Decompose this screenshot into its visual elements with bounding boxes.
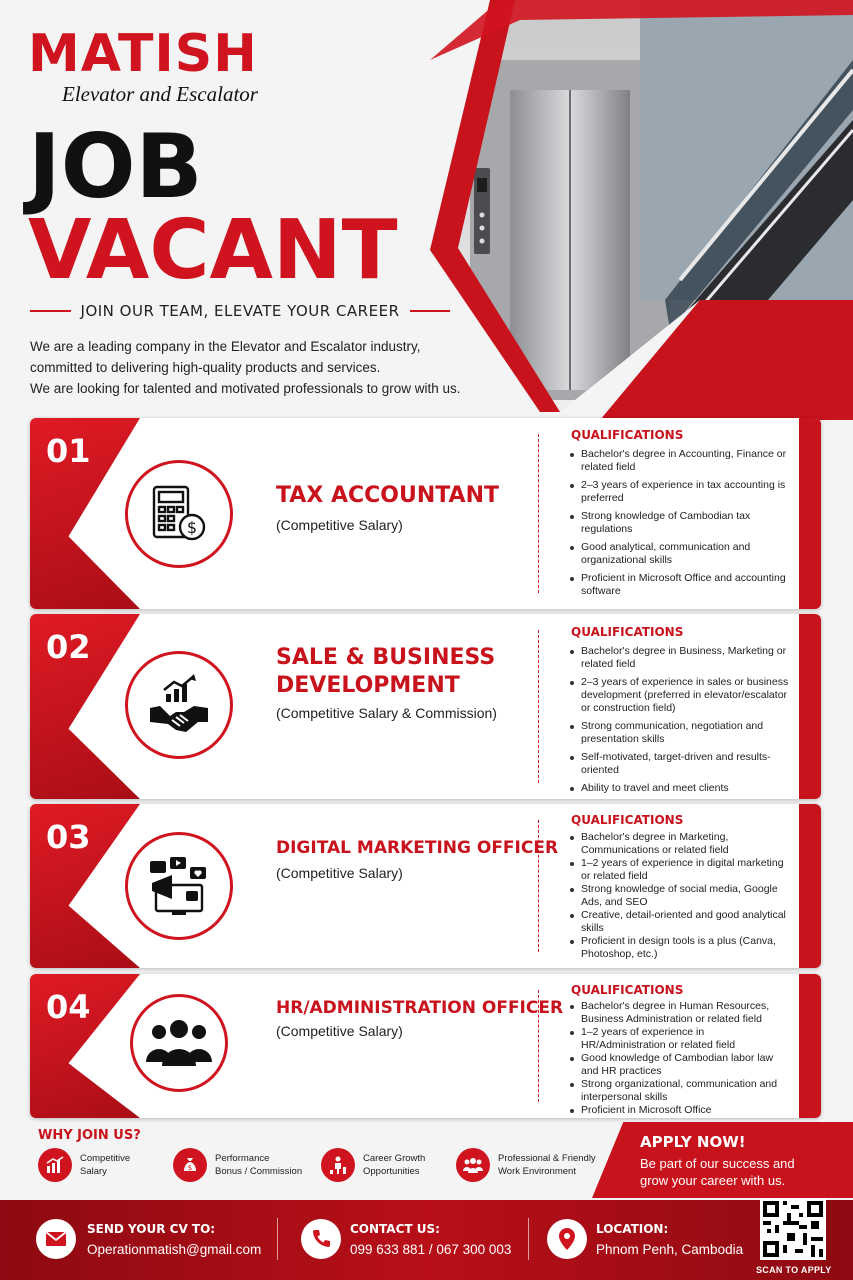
benefit-performance-bonus — [173, 1148, 302, 1182]
apply-now-text — [640, 1155, 795, 1189]
job-number: 02 — [46, 628, 91, 666]
job-title: DIGITAL MARKETING OFFICER — [276, 838, 559, 858]
qualification-item: Creative, detail-oriented and good analytical skills — [581, 909, 791, 935]
job-icon-circle — [125, 460, 233, 568]
job-number: 04 — [46, 988, 91, 1026]
handshake-growth-icon — [146, 672, 212, 738]
qualification-item: Good knowledge of Cambodian labor law and HR practices — [581, 1052, 791, 1078]
qualification-item: Bachelor's degree in Business, Marketing or related field — [581, 645, 791, 671]
email-link[interactable]: Operationmatish@gmail.com — [87, 1242, 262, 1257]
job-icon-circle — [125, 832, 233, 940]
qualification-item: Strong knowledge of social media, Google Ads, and SEO — [581, 883, 791, 909]
card-divider — [538, 990, 539, 1102]
card-divider — [538, 630, 539, 783]
company-tagline: Elevator and Escalator — [62, 82, 258, 106]
job-number: 01 — [46, 432, 91, 470]
money-bag-icon — [173, 1148, 207, 1182]
group-icon — [456, 1148, 490, 1182]
job-salary: (Competitive Salary) — [276, 1023, 403, 1039]
card-divider — [538, 434, 539, 593]
benefit-text — [363, 1152, 425, 1178]
job-salary: (Competitive Salary) — [276, 865, 403, 881]
qualification-item: Ability to travel and meet clients — [581, 782, 791, 795]
scan-to-apply-label: SCAN TO APPLY — [756, 1265, 832, 1275]
card-red-edge — [799, 614, 821, 799]
benefit-line: Bonus / Commission — [215, 1166, 303, 1177]
job-title: TAX ACCOUNTANT — [276, 483, 499, 508]
slogan-line-right — [410, 310, 451, 312]
benefit-line: Career Growth — [363, 1153, 426, 1164]
qualification-item: 1–2 years of experience in digital marketing or related field — [581, 857, 791, 883]
benefit-line: Professional & Friendly — [498, 1153, 596, 1164]
benefit-line: Performance — [215, 1153, 270, 1164]
benefit-line: Competitive — [80, 1153, 131, 1164]
job-card-digital-marketing-officer[interactable] — [30, 804, 821, 968]
benefit-line: Opportunities — [363, 1166, 420, 1177]
qualifications-heading: QUALIFICATIONS — [571, 983, 684, 997]
qualification-item: Strong organizational, communication and interpersonal skills — [581, 1078, 791, 1104]
qualification-item: Proficient in Microsoft Office — [581, 1104, 791, 1117]
headline-vacant: VACANT — [28, 203, 398, 298]
why-join-heading: WHY JOIN US? — [38, 1128, 141, 1143]
job-card-sale-business-development[interactable] — [30, 614, 821, 799]
qualification-item: Proficient in Microsoft Office and accounting software — [581, 572, 791, 598]
company-intro — [30, 336, 510, 399]
location-pin-icon — [547, 1219, 587, 1259]
benefit-text — [80, 1152, 130, 1178]
phone-number[interactable]: 099 633 881 / 067 300 003 — [350, 1242, 512, 1257]
job-icon-circle — [130, 994, 228, 1092]
job-salary: (Competitive Salary) — [276, 517, 403, 533]
apply-line: Be part of our success and — [640, 1156, 795, 1171]
qualifications-list — [581, 448, 791, 598]
job-card-tax-accountant[interactable] — [30, 418, 821, 609]
chart-icon — [38, 1148, 72, 1182]
job-title-line-2: DEVELOPMENT — [276, 673, 460, 698]
benefit-career-growth — [321, 1148, 425, 1182]
qualifications-list — [581, 831, 791, 961]
footer-separator — [277, 1218, 278, 1260]
job-salary: (Competitive Salary & Commission) — [276, 705, 497, 721]
svg-text:$: $ — [186, 518, 198, 537]
slogan-line-left — [30, 310, 71, 312]
job-title: HR/ADMINISTRATION OFFICER — [276, 998, 564, 1018]
benefit-line: Work Environment — [498, 1166, 576, 1177]
job-title-line-1: SALE & BUSINESS — [276, 645, 496, 670]
benefit-line: Salary — [80, 1166, 107, 1177]
apply-now-heading: APPLY NOW! — [640, 1133, 746, 1151]
qualifications-heading: QUALIFICATIONS — [571, 428, 684, 442]
svg-text:$: $ — [187, 1164, 193, 1172]
phone-icon — [301, 1219, 341, 1259]
company-logo: MATISH — [28, 24, 258, 84]
qualifications-list — [581, 1000, 791, 1117]
location-label: LOCATION: — [596, 1222, 669, 1236]
qualification-item: Bachelor's degree in Accounting, Finance or related field — [581, 448, 791, 474]
cv-label: SEND YOUR CV TO: — [87, 1222, 216, 1236]
qualification-item: Good analytical, communication and organizational skills — [581, 541, 791, 567]
qualifications-heading: QUALIFICATIONS — [571, 813, 684, 827]
qualification-item: Self-motivated, target-driven and results-oriented — [581, 751, 791, 777]
card-divider — [538, 820, 539, 952]
qualification-item: Strong communication, negotiation and presentation skills — [581, 720, 791, 746]
location-value: Phnom Penh, Cambodia — [596, 1242, 744, 1257]
footer-separator — [528, 1218, 529, 1260]
qualifications-heading: QUALIFICATIONS — [571, 625, 684, 639]
qualifications-list — [581, 645, 791, 795]
qualification-item: Strong knowledge of Cambodian tax regulations — [581, 510, 791, 536]
career-growth-icon — [321, 1148, 355, 1182]
qualification-item: Bachelor's degree in Marketing, Communications or related field — [581, 831, 791, 857]
qualification-item: 2–3 years of experience in sales or business development (preferred in elevator/escalator or construction field) — [581, 676, 791, 715]
slogan — [30, 302, 450, 320]
intro-line: We are a leading company in the Elevator and Escalator industry, — [30, 339, 421, 354]
card-red-edge — [799, 804, 821, 968]
job-card-hr-administration-officer[interactable] — [30, 974, 821, 1118]
qualification-item: Bachelor's degree in Human Resources, Business Administration or related field — [581, 1000, 791, 1026]
job-icon-circle — [125, 651, 233, 759]
card-red-edge — [799, 418, 821, 609]
email-icon — [36, 1219, 76, 1259]
digital-marketing-icon — [146, 853, 212, 919]
slogan-text: JOIN OUR TEAM, ELEVATE YOUR CAREER — [80, 302, 400, 320]
apply-line: grow your career with us. — [640, 1173, 786, 1188]
qr-code[interactable] — [760, 1198, 826, 1260]
benefit-competitive-salary — [38, 1148, 130, 1182]
team-icon — [144, 1018, 214, 1068]
contact-footer — [0, 1200, 853, 1280]
benefit-text — [215, 1152, 302, 1178]
benefit-work-environment — [456, 1148, 596, 1182]
benefit-text — [498, 1152, 596, 1178]
job-number: 03 — [46, 818, 91, 856]
qualification-item: 2–3 years of experience in tax accounting is preferred — [581, 479, 791, 505]
card-red-edge — [799, 974, 821, 1118]
contact-label: CONTACT US: — [350, 1222, 440, 1236]
qualification-item: 1–2 years of experience in HR/Administration or related field — [581, 1026, 791, 1052]
intro-line: committed to delivering high-quality products and services. — [30, 360, 381, 375]
calculator-icon — [148, 483, 210, 545]
qualification-item: Proficient in design tools is a plus (Canva, Photoshop, etc.) — [581, 935, 791, 961]
headline-job: JOB — [28, 115, 203, 218]
intro-line: We are looking for talented and motivated professionals to grow with us. — [30, 381, 461, 396]
